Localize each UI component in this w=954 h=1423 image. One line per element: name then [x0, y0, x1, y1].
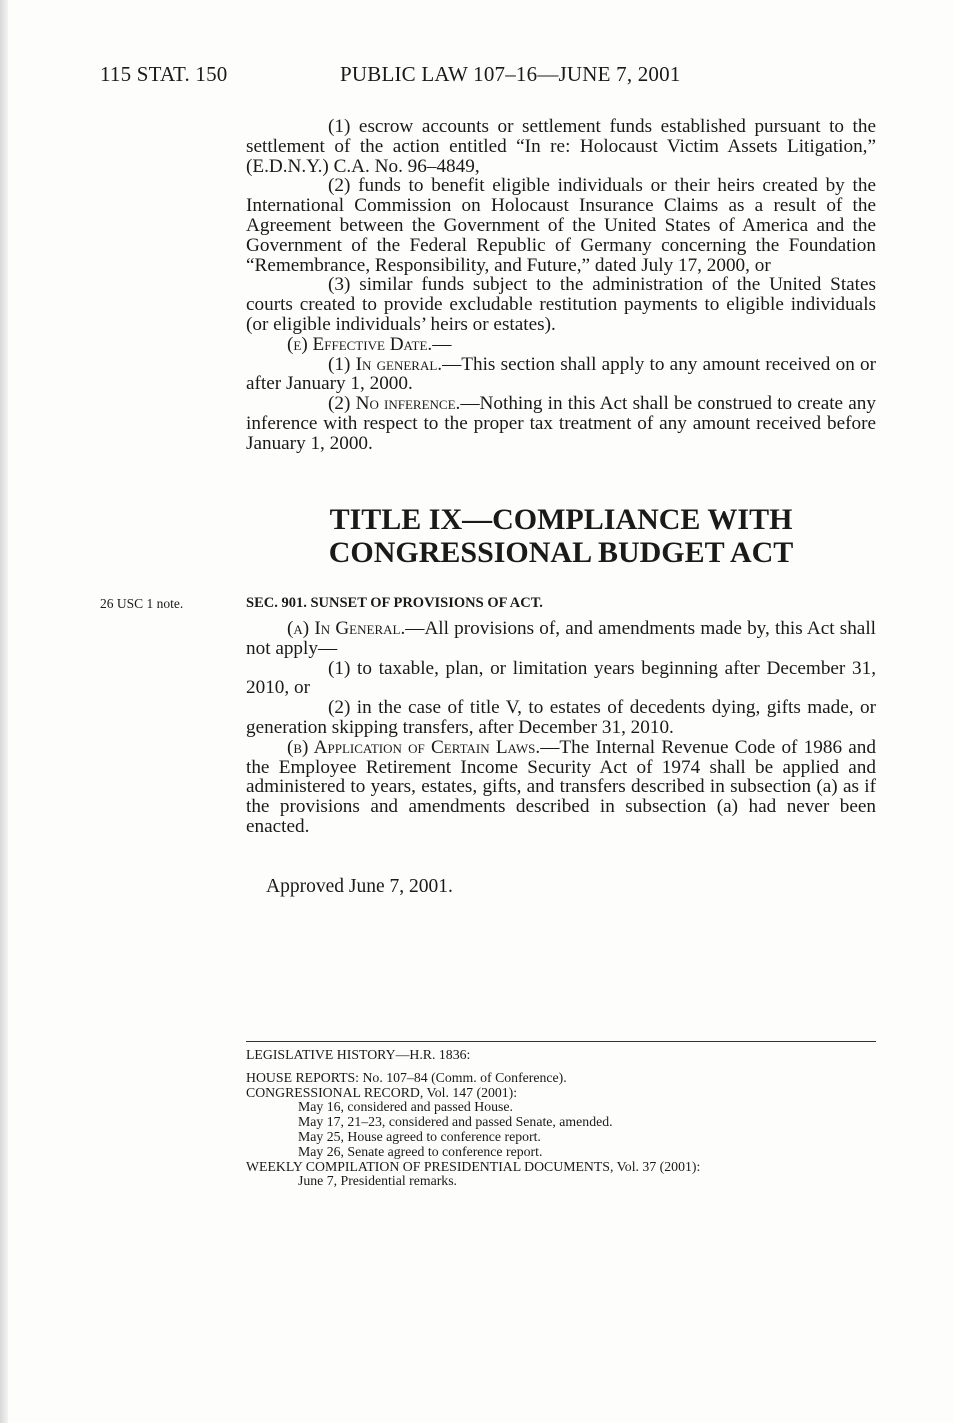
effective-date-inference — [246, 394, 876, 453]
subsection-a-2: (2) in the case of title V, to estates of decedents dying, gifts made, or generation skipping transfers, after December 31, 2010. — [246, 697, 876, 738]
effective-date-heading: (e) Effective Date.— — [287, 333, 452, 355]
congressional-record: CONGRESSIONAL RECORD, Vol. 147 (2001): — [246, 1084, 518, 1100]
weekly-compilation: WEEKLY COMPILATION OF PRESIDENTIAL DOCUMENTS, Vol. 37 (2001): — [246, 1158, 701, 1174]
subsection-b-text: The Internal Revenue Code of 1986 and the Employee Retirement Income Security Act of 1974 shall be applied and administered to years, estates, gifts, and transfers described in subsection (a) as if the provisions and amendments described in subsection (a) had never been enacted. — [246, 736, 876, 837]
section-901-body — [246, 619, 876, 837]
inference-label: (2) No inference.— — [328, 393, 480, 415]
history-entry: May 16, considered and passed House. — [298, 1099, 513, 1115]
section-heading: SEC. 901. SUNSET OF PROVISIONS OF ACT. — [246, 595, 543, 611]
approval-line: Approved June 7, 2001. — [266, 876, 453, 897]
subsection-a — [246, 619, 876, 659]
page-edge-shadow — [0, 0, 8, 1423]
general-label: (1) In general.— — [328, 353, 462, 375]
history-entry: May 26, Senate agreed to conference report. — [298, 1143, 543, 1159]
legislative-history — [246, 1048, 876, 1189]
divider-rule — [246, 1041, 876, 1042]
effective-date-general — [246, 355, 876, 395]
title-line-1: TITLE IX—COMPLIANCE WITH — [329, 503, 793, 536]
history-entry: May 17, 21–23, considered and passed Senate, amended. — [298, 1114, 613, 1130]
title-line-2: CONGRESSIONAL BUDGET ACT — [328, 536, 794, 569]
subsection-b-label: (b) Application of Certain Laws.— — [287, 736, 560, 758]
subsection-a-1: (1) to taxable, plan, or limitation years beginning after December 31, 2010, or — [246, 657, 876, 699]
inference-text: Nothing in this Act shall be construed to create any inference with respect to the proper tax treatment of any amount received before January 1, 2000. — [246, 393, 876, 454]
fund-item-3: (3) similar funds subject to the administration of the United States courts created to provide excludable restitution payments to eligible individuals (or eligible individuals’ heirs or estates). — [246, 274, 876, 335]
subsection-b — [246, 738, 876, 837]
subsection-a-text: All provisions of, and amendments made by, this Act shall not apply— — [246, 618, 876, 659]
general-text: This section shall apply to any amount received on or after January 1, 2000. — [246, 353, 877, 395]
stat-page-number: 115 STAT. 150 — [100, 62, 228, 86]
running-header: PUBLIC LAW 107–16—JUNE 7, 2001 — [340, 62, 681, 86]
legislative-history-heading: LEGISLATIVE HISTORY—H.R. 1836: — [246, 1047, 471, 1062]
house-reports: HOUSE REPORTS: No. 107–84 (Comm. of Conference). — [246, 1069, 567, 1085]
funds-list — [246, 117, 876, 454]
margin-note: 26 USC 1 note. — [100, 596, 184, 611]
history-entry: May 25, House agreed to conference report. — [298, 1128, 541, 1144]
fund-item-2: (2) funds to benefit eligible individuals or their heirs created by the International Commission on Holocaust Insurance Claims as a result of the Agreement between the Government of the United States of America and the Government of the Federal Republic of Germany concerning the Foundation “Remembrance, Responsibility, and Future,” dated July 17, 2000, or — [246, 175, 876, 276]
subsection-a-label: (a) In General.— — [287, 618, 425, 639]
weekly-entry: June 7, Presidential remarks. — [298, 1173, 458, 1189]
title-heading — [246, 503, 876, 569]
fund-item-1: (1) escrow accounts or settlement funds established pursuant to the settlement of the action entitled “In re: Holocaust Victim Assets Litigation,” (E.D.N.Y.) C.A. No. 96–4849, — [246, 116, 876, 177]
